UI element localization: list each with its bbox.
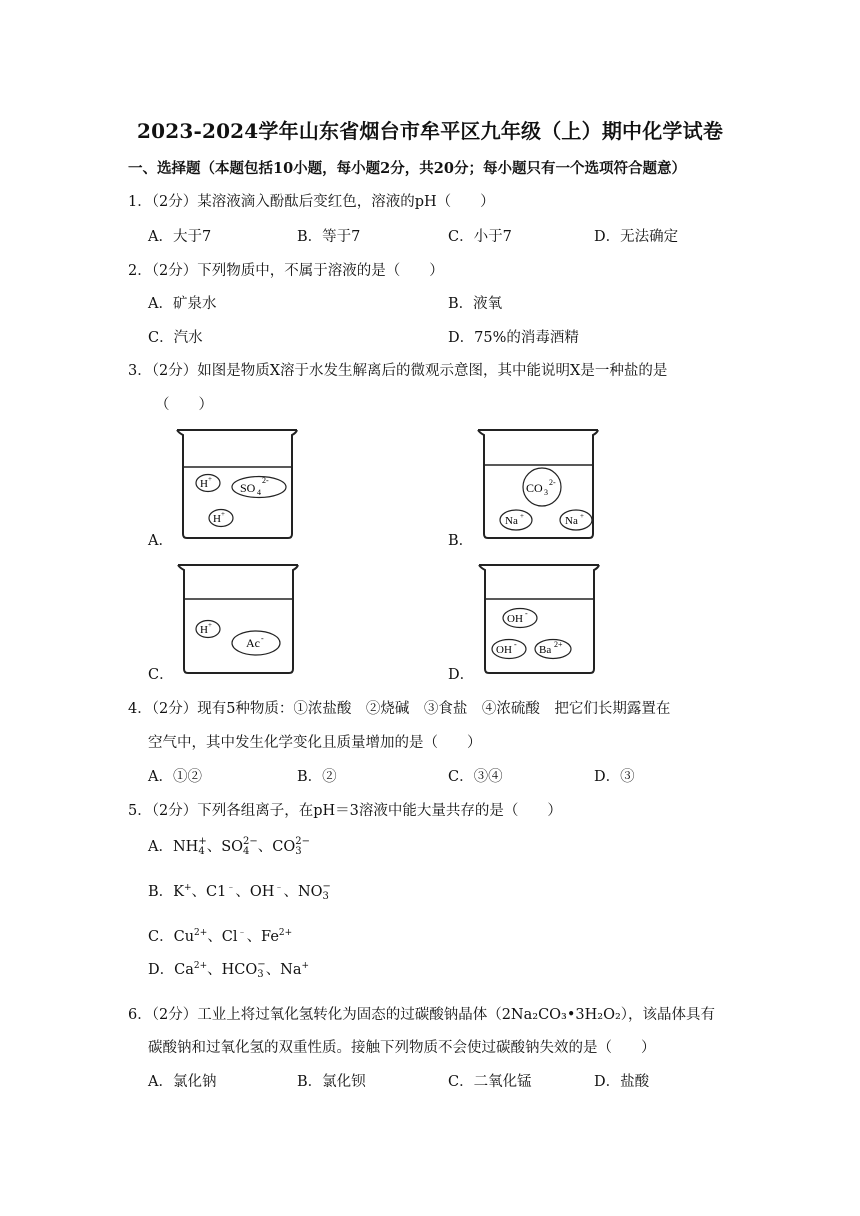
section-heading: 一、选择题（本题包括10小题，每小题2分，共20分；每小题只有一个选项符合题意） [128,160,686,177]
question-5-stem: 5．（2分）下列各组离子，在pH＝3溶液中能大量共存的是（ ） [128,803,562,819]
question-6-stem: 6．（2分）工业上将过氧化氢转化为固态的过碳酸钠晶体（2Na₂CO₃•3H₂O₂），该晶体具有 [128,1007,716,1023]
svg-text:4: 4 [257,488,261,497]
q2-option-b[interactable]: B．液氧 [448,296,503,312]
svg-text:H: H [200,478,208,490]
q1-option-a[interactable]: A．大于7 [148,229,212,245]
beaker-b-diagram [476,428,601,540]
q4-option-c[interactable]: C．③④ [448,769,503,785]
q6-option-b[interactable]: B．氯化钡 [297,1074,366,1090]
svg-text:-: - [261,634,264,643]
svg-text:OH: OH [496,644,512,656]
q2-option-c[interactable]: C．汽水 [148,330,203,346]
question-4-stem: 4．（2分）现有5种物质：①浓盐酸 ②烧碱 ③食盐 ④浓硫酸 把它们长期露置在 [128,701,671,717]
q5-option-a[interactable]: A．NH + 4 、SO 2− 4 、CO 2− 3 [148,836,311,857]
q3-option-a[interactable]: A． [148,533,173,549]
q4-option-b[interactable]: B．② [297,769,337,785]
q1-option-b[interactable]: B．等于7 [297,229,361,245]
q5-option-c[interactable]: C．$Cu^{2+}$、Cl﹣、$Fe^{2+}$ [148,928,293,945]
svg-text:+: + [221,510,225,518]
svg-text:+: + [580,512,584,520]
q6-option-c[interactable]: C．二氧化锰 [448,1074,532,1090]
question-2-stem: 2．（2分）下列物质中，不属于溶液的是（ ） [128,263,444,279]
question-3-stem-cont: （ ） [155,397,213,413]
beaker-d-diagram [477,563,602,675]
beaker-a-diagram [175,428,300,540]
svg-text:2+: 2+ [554,640,563,649]
q3-option-d[interactable]: D． [448,667,475,683]
svg-text:Ac: Ac [246,636,260,650]
svg-text:SO: SO [240,481,256,495]
svg-text:3: 3 [544,488,548,497]
q3-option-c[interactable]: C． [148,667,174,683]
svg-text:H: H [213,513,221,525]
q1-option-d[interactable]: D．无法确定 [594,229,679,245]
q3-option-b[interactable]: B． [448,533,474,549]
q2-option-a[interactable]: A．矿泉水 [148,296,217,312]
question-6-stem-cont: 碳酸钠和过氧化氢的双重性质。接触下列物质不会使过碳酸钠失效的是（ ） [148,1040,656,1056]
svg-text:2-: 2- [549,478,556,487]
q6-option-a[interactable]: A．氯化钠 [148,1074,217,1090]
svg-text:CO: CO [526,481,543,495]
svg-text:+: + [520,512,524,520]
page-title: 2023-2024学年山东省烟台市牟平区九年级（上）期中化学试卷 [136,119,724,143]
question-3-stem: 3．（2分）如图是物质X溶于水发生解离后的微观示意图，其中能说明X是一种盐的是 [128,363,668,379]
question-4-stem-cont: 空气中，其中发生化学变化且质量增加的是（ ） [148,735,482,751]
svg-text:-: - [514,640,517,649]
svg-text:Na: Na [565,515,578,527]
question-1-stem: 1．（2分）某溶液滴入酚酞后变红色，溶液的pH（ ） [128,194,495,210]
q2-option-d[interactable]: D．75%的消毒酒精 [448,330,579,346]
beaker-c-diagram [176,563,301,675]
svg-text:+: + [208,475,212,483]
q6-option-d[interactable]: D．盐酸 [594,1074,650,1090]
q1-option-c[interactable]: C．小于7 [448,229,512,245]
q5-option-b[interactable]: B．K+、C1﹣、OH﹣、NO − 3 [148,881,331,902]
svg-text:+: + [208,621,212,629]
svg-text:Ba: Ba [539,644,552,656]
svg-text:2-: 2- [262,476,269,485]
svg-text:Na: Na [505,515,518,527]
svg-text:H: H [200,624,208,636]
q4-option-a[interactable]: A．①② [148,769,202,785]
svg-text:OH: OH [507,613,523,625]
svg-text:-: - [525,609,528,618]
q5-option-d[interactable]: D．$Ca^{2+}$、HCO − 3 、Na+ [148,959,310,980]
q4-option-d[interactable]: D．③ [594,769,635,785]
